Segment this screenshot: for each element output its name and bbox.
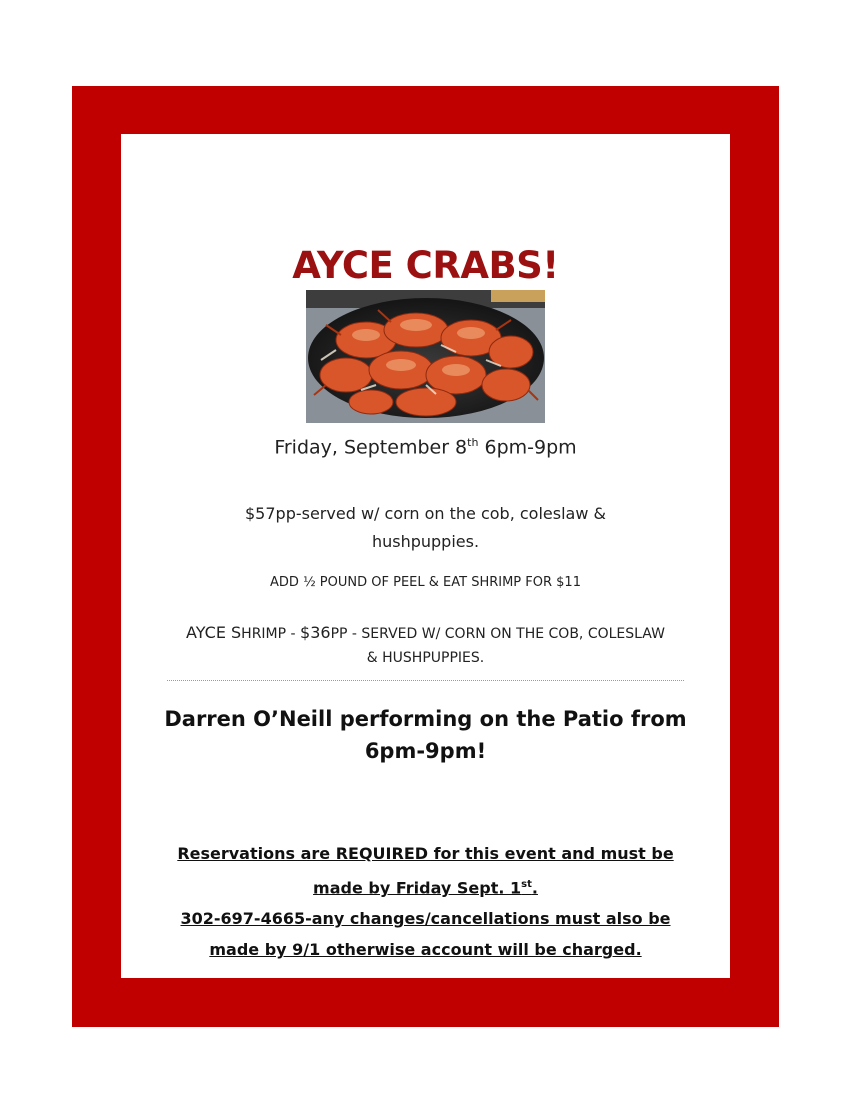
time-text: 6pm-9pm: [478, 436, 577, 459]
reservation-notice: [121, 838, 730, 965]
shrimp-line-2: & HUSHPUPPIES.: [366, 650, 485, 666]
red-border-frame: [72, 86, 779, 1027]
crabs-photo: [306, 290, 545, 423]
music-line-2: 6pm-9pm!: [364, 739, 487, 763]
ayce-shrimp-offer: [121, 621, 730, 670]
flyer-panel: [121, 134, 730, 978]
shrimp-lead-a: AYCE S: [186, 623, 242, 642]
date-text: Friday, September 8: [274, 436, 468, 459]
price-info: [121, 500, 730, 556]
shrimp-rest: PP - SERVED W/ CORN ON THE COB, COLESLAW: [330, 626, 665, 642]
shrimp-addon: ADD ½ POUND OF PEEL & EAT SHRIMP FOR $11: [270, 575, 581, 590]
shrimp-lead-b: HRIMP -: [241, 626, 301, 642]
price-line-2: hushpuppies.: [371, 532, 480, 551]
reserve-ordinal: st: [521, 879, 532, 890]
shrimp-price: $36: [300, 623, 331, 642]
event-date: [121, 436, 730, 458]
reserve-line-3: 302-697-4665-any changes/cancellations must also be: [180, 909, 671, 929]
flyer-title: AYCE CRABS!: [292, 244, 559, 287]
price-line-1: $57pp-served w/ corn on the cob, coleslaw &: [245, 504, 606, 523]
reserve-line-4: made by 9/1 otherwise account will be charged.: [209, 940, 642, 960]
live-music-announcement: [121, 703, 730, 767]
reserve-period: .: [531, 878, 538, 898]
date-ordinal: th: [467, 436, 479, 449]
shrimp-line-1: [121, 621, 730, 646]
crab-platter-image: [306, 290, 545, 423]
dotted-divider: [167, 680, 684, 681]
reserve-line-2: [121, 869, 730, 903]
reserve-deadline: made by Friday Sept. 1: [313, 878, 522, 898]
music-line-1: Darren O’Neill performing on the Patio from: [164, 707, 687, 731]
reserve-line-1: Reservations are REQUIRED for this event and must be: [177, 844, 674, 863]
